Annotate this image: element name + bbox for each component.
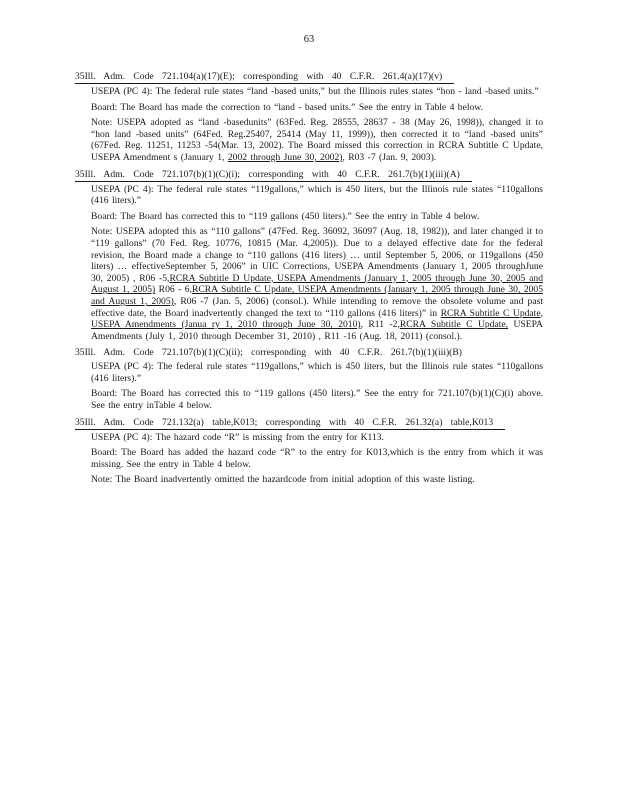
note-underlined-citation: RCRA Subtitle C Update, USEPA Amendments (January 1, 2005 through June 30, 2005 and August 1, 2005) xyxy=(91,284,544,307)
board-response: Board: The Board has corrected this to “119 gallons (450 liters).” See the entry for 721.107(b)(1)(C)(i) above. See the entry inTable 4 below. xyxy=(91,388,543,412)
usepa-comment: USEPA (PC 4): The federal rule states “119gallons,” which is 450 liters, but the Illinois rule states “110gallons (416 liters).” xyxy=(91,183,543,207)
usepa-comment: USEPA (PC 4): The hazard code “R” is missing from the entry for K113. xyxy=(91,431,384,443)
board-response: Board: The Board has made the correction to “land - based units.” See the entry in Table 4 below. xyxy=(91,101,483,113)
page-number: 63 xyxy=(303,34,315,45)
usepa-comment: USEPA (PC 4): The federal rule states “land -based units,” but the Illinois rules states “hon - land -based units.” xyxy=(91,86,539,97)
entry-721-107-i xyxy=(75,169,543,343)
entry-721-104 xyxy=(75,71,543,164)
note-text: Note: USEPA adopted as “land -basedunits” (63Fed. Reg. 28555, 28637 - 38 (May 26, 1998)), changed it to “hon land -based units” (64Fed. Reg.25407, 25414 (May 11, 1999)), then corrected it to “land -based units” (67Fed. Reg. 11251, 11253 -54(Mar. 13, 2002). The Board missed this correction in RCRA Subtitle C Update, USEPA Amendment s (January 1, xyxy=(91,117,543,163)
note xyxy=(91,117,543,163)
section-heading: 35Ill. Adm. Code 721.132(a) table,K013; corresponding with 40 C.F.R. 261.32(a) table,K013 xyxy=(75,417,505,430)
entry-721-132 xyxy=(75,417,543,486)
board-response: Board: The Board has corrected this to “119 gallons (450 liters).” See the entry in Table 4 below. xyxy=(91,210,480,222)
note-text: Note: USEPA adopted this as “110 gallons” (47Fed. Reg. 36092, 36097 (Aug. 18, 1982)), and later changed it to “119 gallons” (70 Fed. Reg. 10776, 10815 (Mar. 4,2005)). Due to a delayed effective date for the federal revision, the Board made a change to “110 gallons (416 liters) … until September 5, 2006, or 119gallons (450 liters) … effectiveSeptember 5, 2006” in UIC Corrections, USEPA Amendments (January 1, 2005 throughJune 30, 2005) , R06 -5, xyxy=(91,226,543,284)
note-underlined-citation: RCRA Subtitle C Update, xyxy=(399,319,509,331)
note-underlined-citation: 2002 through June 30, 2002) xyxy=(227,151,343,163)
note-tail: , R03 -7 (Jan. 9, 2003). xyxy=(342,151,437,163)
note xyxy=(91,226,543,342)
usepa-comment: USEPA (PC 4): The federal rule states “119gallons,” which is 450 liters, but the Illinois rule states “110gallons (416 liters).” xyxy=(91,361,543,384)
note-text: USEPA Amendments (July 1, 2010 through December 31, 2010) , R11 -16 (Aug. 18, 2011) (consol.). xyxy=(91,319,543,342)
section-heading: 35Ill. Adm. Code 721.107(b)(1)(C)(ii); corresponding with 40 C.F.R. 261.7(b)(1)(iii)(B) xyxy=(75,347,462,359)
note-text: , R06 -7 (Jan. 5, 2006) (consol.). While intending to remove the obsolete volume and past effective date, the Board inadvertently changed the text to “110 gallons (416 liters)” in xyxy=(91,295,543,319)
section-heading: 35Ill. Adm. Code 721.104(a)(17)(E); corresponding with 40 C.F.R. 261.4(a)(17)(v) xyxy=(75,71,454,84)
section-heading: 35Ill. Adm. Code 721.107(b)(1)(C)(i); corresponding with 40 C.F.R. 261.7(b)(1)(iii)(A) xyxy=(75,169,472,182)
note-text: R06 - 6, xyxy=(155,284,192,296)
board-response: Board: The Board has added the hazard code “R” to the entry for K013,which is the entry from which it was missing. See the entry in Table 4 below. xyxy=(91,447,543,470)
note-text: , R11 -2, xyxy=(360,319,400,331)
entry-721-107-ii xyxy=(75,347,543,411)
note-underlined-citation: RCRA Subtitle D Update, USEPA Amendments (January 1, 2005 through June 30, 2005 and August 1, 2005) xyxy=(91,272,544,296)
document-body xyxy=(75,71,543,491)
note-underlined-citation: RCRA Subtitle C Update, USEPA Amendments (Janua ry 1, 2010 through June 30, 2010) xyxy=(91,307,543,331)
note: Note: The Board inadvertently omitted the hazardcode from initial adoption of this waste listing. xyxy=(91,474,475,486)
